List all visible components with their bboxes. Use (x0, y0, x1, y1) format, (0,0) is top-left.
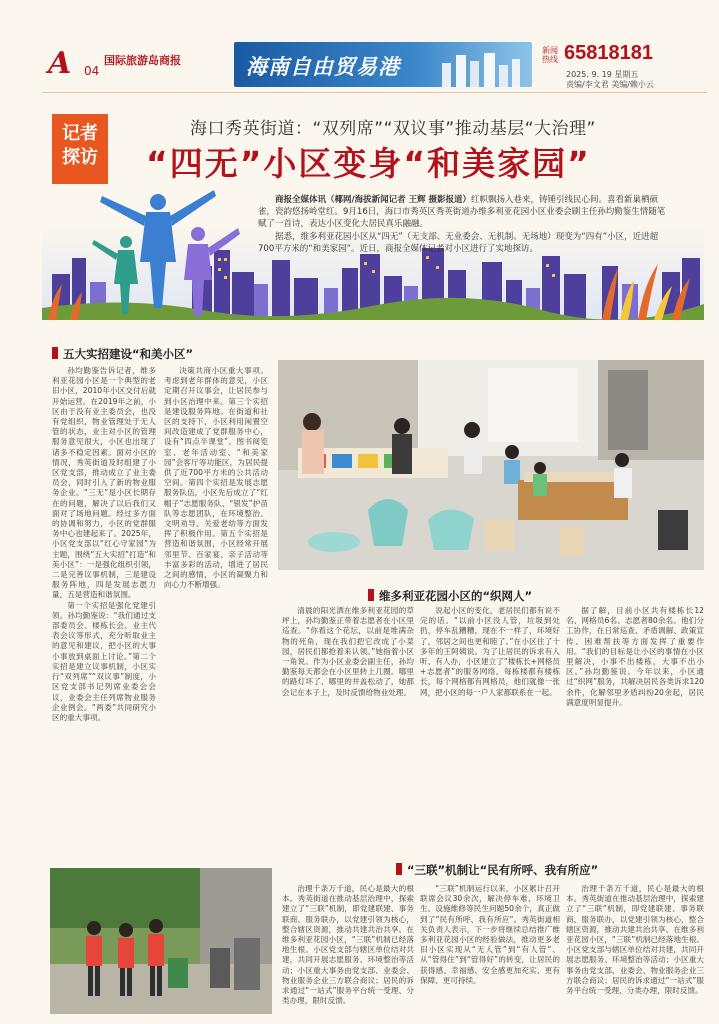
section-3-paragraph-2: “三联”机制运行以来，小区累计召开联席会议30余次，解决停车难、环境卫生、设施维修等民生问题50余个，真正做到了“民有所呼、我有所应”。秀英街道相关负责人表示，下一步将继续总结推广维多利亚花园小区的经验做法，推动更多老旧小区实现从“无人管”到“有人管”、从“管得住”到“管得好”的转变，让居民的获得感、幸福感、安全感更加充实、更有保障、更可持续。 (420, 884, 560, 985)
banner-text: 海南自由贸易港 (246, 55, 400, 79)
section-1-column-left (52, 366, 156, 864)
section-3-column-a (282, 884, 414, 1012)
page-number: 04 (84, 64, 100, 78)
section-heading-2 (368, 588, 532, 603)
section-title-3: “三联”机制让“民有所呼、我有所应” (407, 863, 599, 877)
section-title-2: 维多利亚花园小区的“织网人” (379, 589, 533, 603)
section-2-column-a (282, 606, 414, 856)
hotline-number: 65818181 (564, 42, 653, 64)
section-2-paragraph-1: 清晨的阳光洒在维多利亚花园的草坪上，孙均勤鉴正带着志愿者在小区里巡查。“你看这个花坛，以前是堆满杂物的死角，现在我们把它改成了小菜园，居民们都抢着来认领。”她指着小区一角说。作为小区业委会副主任，孙均勤鉴每天都会在小区里转上几圈。哪里的路灯坏了、哪里的井盖松动了，她都会记在本子上，及时反馈给物业处理。 (282, 606, 414, 697)
section-2-paragraph-2: 说起小区的变化，老居民们都有说不完的话。“以前小区没人管，垃圾到处扔，停车乱糟糟，现在不一样了，环境好了，邻居之间也更和睦了。”在小区住了十多年的王阿姨说。为了让居民的诉求有人听、有人办，小区建立了“楼栋长+网格员+志愿者”的服务网络，每栋楼都有楼栋长，每个网格都有网格员，他们就像一张网，把小区的每一户人家都联系在一起。 (420, 606, 560, 697)
section-2-column-b (420, 606, 560, 856)
issue-date: 2025. 9. 19 星期五 (566, 70, 639, 79)
ad-banner (234, 42, 532, 87)
masthead (42, 40, 707, 93)
badge-line-2: 探访 (62, 147, 98, 168)
photo-volunteers (50, 868, 272, 1014)
headline-kicker: 海口秀英街道：“双列席”“双议事”推动基层“大治理” (190, 119, 596, 139)
paper-name: 国际旅游岛商报 (104, 54, 181, 67)
lede-byline: 商报全媒体讯（椰网/海拔新闻记者 王辉 摄影报道） (275, 195, 472, 205)
hotline-label: 新闻热线 (542, 46, 558, 64)
section-heading-1 (52, 346, 193, 361)
photo-activity-room (278, 360, 704, 570)
lede-paragraph-1: 红帜飘扬入巷来，铸锤引线民心间。喜看新巢栖硕雀，瓷韵悠扬岭堂红。9月16日，海口市秀英区秀英街道办维多利亚花园小区业委会刷主任孙均勤鉴生情随笔赋了一首诗，表达小区变化大居民真乐融融。 (258, 195, 666, 229)
dateline (566, 70, 654, 90)
section-3-paragraph-3: 治理千条万千道，民心是最大的根本。秀英街道在推动基层治理中，探索建立了“三联”机制，即党建联建、事务联商、服务联办，以党建引领为核心，整合辖区资源，推动共建共治共享。在维多利亚花园小区，“三联”机制已经落地生根。小区党支部与辖区单位结对共建，共同开展志愿服务、环境整治等活动；小区重大事务由党支部、业委会、物业服务企业三方联合商议；居民的诉求通过“一站式”服务平台统一受理、分类办理、限时反馈。 (566, 884, 704, 996)
section-1-paragraph-1: 孙均勤鉴告诉记者，维多利亚花园小区是一个典型的老旧小区，2010年小区交付后就开始运营。在2019年之前，小区由于没有业主委员会，也没有党组织，物业管理处于无人管的状态，业主对小区的管理服务意见很大，小区也出现了诸多不稳定因素。面对小区的情况，秀英街道及时组建了小区党支部，推动成立了业主委员会，同时引入了新的物业服务企业。“三无”是小区长期存在的问题，解决了以后我们又面对了场地问题。经过多方面的协调和努力，小区的党群服务中心也建起来了。2025年，小区党支部以“红心守家园”为主题，围绕“五大实招”打造“和美小区”：一是强化组织引领，二是完善议事机制，三是建设服务阵地，四是发展志愿力量，五是营造和谐氛围。 (52, 366, 156, 600)
skyline-icon (436, 49, 524, 87)
section-2-paragraph-3: 据了解，目前小区共有楼栋长12名、网格员6名、志愿者80余名。他们分工协作，在日常巡查、矛盾调解、政策宣传、困难帮扶等方面发挥了重要作用。“我们的目标是让小区的事情在小区里解决，小事不出楼栋，大事不出小区。”孙均勤鉴说。今年以来，小区通过“织网”服务，共解决居民各类诉求120余件，化解邻里矛盾纠纷20余起，居民满意度明显提升。 (566, 606, 704, 707)
section-marker-icon (368, 589, 374, 601)
main-headline: “四无”小区变身“和美家园” (146, 144, 591, 183)
section-2-column-c (566, 606, 704, 856)
section-3-paragraph-1: 治理千条万千道，民心是最大的根本。秀英街道在推动基层治理中，探索建立了“三联”机制，即党建联建、事务联商、服务联办，以党建引领为核心，整合辖区资源，推动共建共治共享。在维多利亚花园小区，“三联”机制已经落地生根。小区党支部与辖区单位结对共建，共同开展志愿服务、环境整治等活动；小区重大事务由党支部、业委会、物业服务企业三方联合商议；居民的诉求通过“一站式”服务平台统一受理、分类办理、限时反馈。 (282, 884, 414, 1006)
section-3-column-b (420, 884, 560, 1012)
page-letter: A (48, 46, 72, 81)
editors-credit: 责编/李文君 美编/赖小云 (566, 80, 654, 89)
section-1-column-right (164, 366, 268, 864)
section-1-paragraph-3: 决策共商小区重大事项。考虑到老年群体的意见，小区定期召开议事会，让居民参与到小区治理中来。第三个实招是建设服务阵地。在街道和社区的支持下，小区利用闲置空间改造建成了党群服务中心，设有“四点半课堂”、图书阅览室、老年活动室、“和美家园”会客厅等功能区，为居民提供了近700平方米的公共活动空间。第四个实招是发展志愿服务队伍，小区先后成立了“红帽子”志愿服务队、“银发”护苗队等志愿团队，在环境整治、文明劝导、关爱老幼等方面发挥了积极作用。第五个实招是营造和谐氛围，小区经常开展邻里节、百家宴、亲子活动等丰富多彩的活动，增进了居民之间的感情，小区的凝聚力和向心力不断增强。 (164, 366, 268, 590)
section-marker-icon (396, 863, 402, 875)
lede-paragraph-2: 据悉，维多利亚花园小区从“四无”（无支部、无业委会、无机制、无场地）现变为“四有”小区，近进超700平方米的“和美家园”。近日，商报全媒体记者对小区进行了实地探访。 (258, 232, 659, 254)
article-lede (258, 194, 666, 256)
section-heading-3 (396, 862, 598, 877)
reporter-visit-badge (52, 114, 108, 184)
section-3-column-c (566, 884, 704, 1012)
section-marker-icon (52, 347, 58, 359)
badge-line-1: 记者 (62, 123, 98, 144)
section-title-1: 五大实招建设“和美小区” (63, 347, 194, 361)
section-1-paragraph-2: 第一个实招是强化党建引领。孙均勤鉴说：“我们通过支部委员会、楼栋长会、业主代表会议等形式，充分听取业主的意见和建议，把小区的大事小事放到桌面上讨论。”第二个实招是建立议事机制，小区实行“双列席”“双议事”制度，小区党支部书记列席业委会会议，业委会主任列席物业服务企业例会。“两委”共同研究小区的重大事项。 (52, 600, 156, 722)
